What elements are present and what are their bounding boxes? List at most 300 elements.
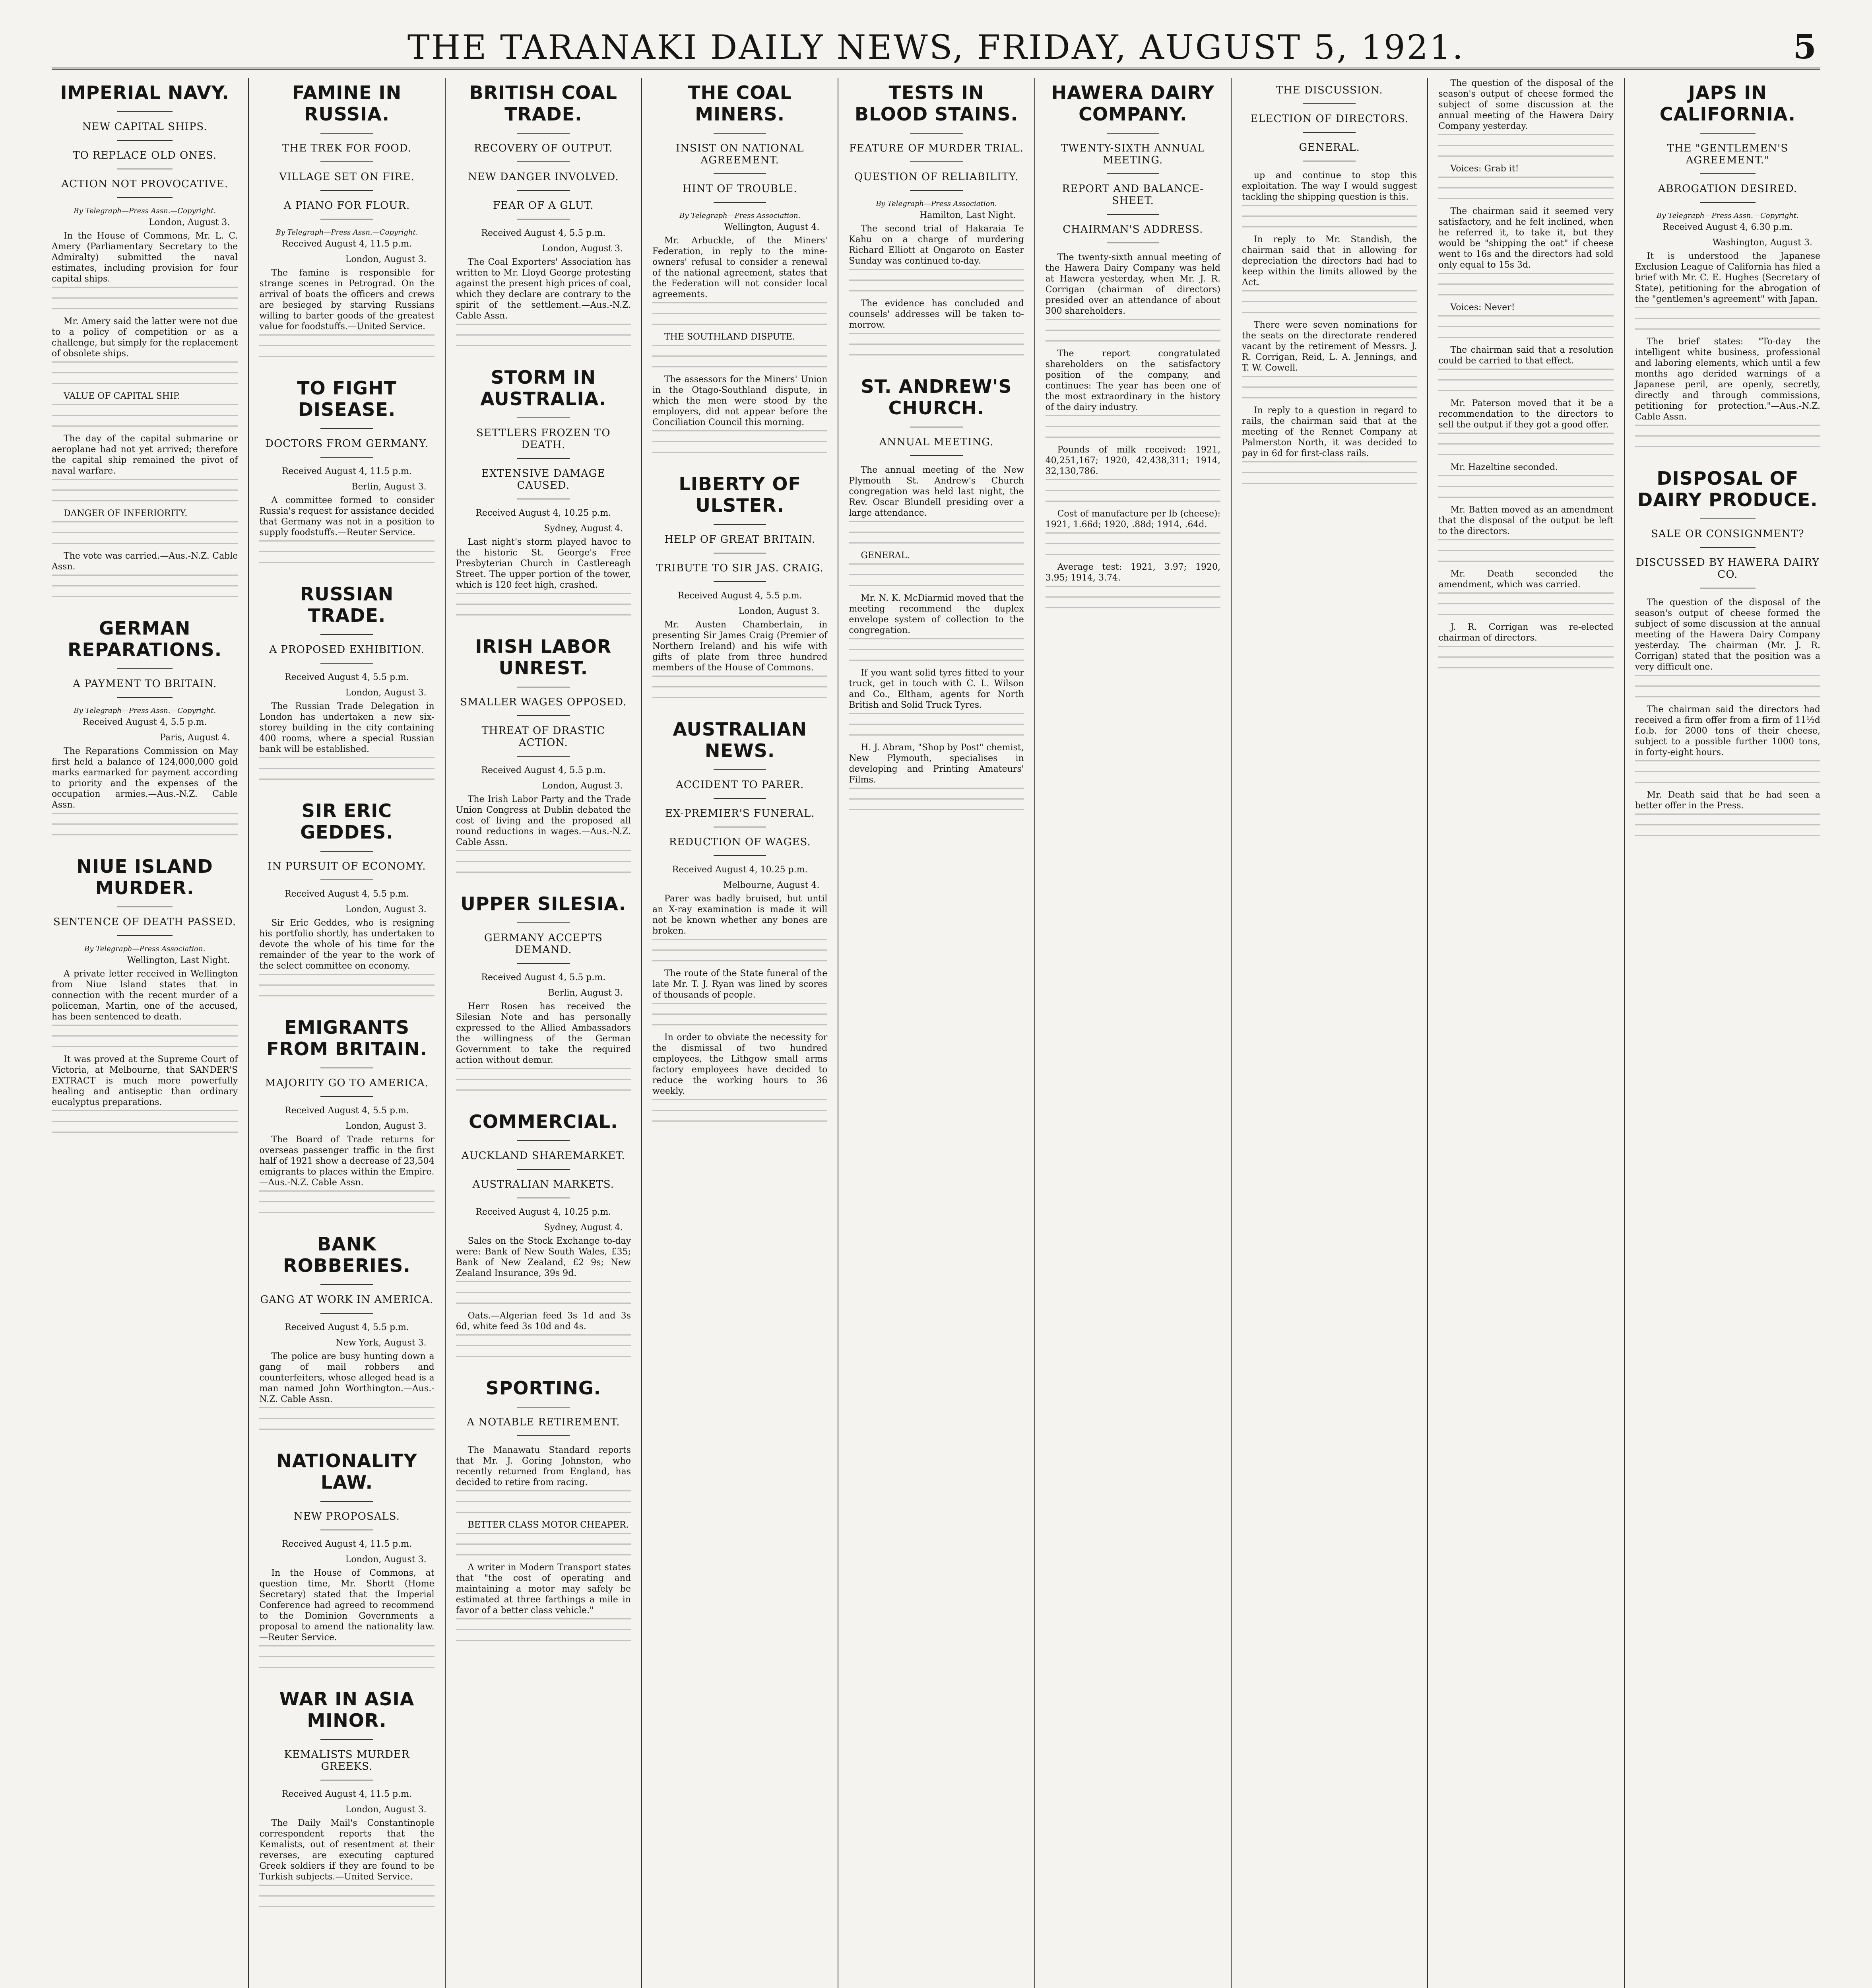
text-lines	[849, 269, 1024, 293]
article-paragraph: If you want solid tyres fitted to your truck, get in touch with C. L. Wilson and Co., Eltham, agents for North British and Solid Truck Tyres.	[849, 668, 1024, 710]
divider-rule	[517, 1169, 570, 1170]
article-dateline: Wellington, August 4.	[724, 222, 820, 232]
article-paragraph: GENERAL.	[861, 551, 910, 561]
divider-rule	[1107, 214, 1159, 215]
article-subhead: HINT OF TROUBLE.	[682, 183, 797, 195]
text-lines	[456, 1334, 631, 1358]
columns-grid	[52, 78, 1820, 1988]
article-subhead: NEW PROPOSALS.	[294, 1510, 400, 1522]
divider-rule	[517, 1407, 570, 1408]
article-received: Received August 4, 5.5 p.m.	[481, 973, 606, 982]
article-subhead: THE "GENTLEMEN'S AGREEMENT."	[1667, 142, 1789, 166]
article	[849, 82, 1024, 357]
article-subhead: GANG AT WORK IN AMERICA.	[260, 1294, 434, 1306]
text-lines	[1438, 273, 1613, 297]
article-dateline: Washington, August 3.	[1712, 238, 1812, 248]
masthead-title: THE TARANAKI DAILY NEWS, FRIDAY, AUGUST 5, 1921.	[407, 28, 1465, 67]
divider-rule	[910, 190, 962, 191]
article-dateline: Hamilton, Last Night.	[919, 210, 1016, 220]
article-received: Received August 4, 10.25 p.m.	[672, 865, 808, 875]
divider-rule	[714, 173, 766, 174]
article	[456, 1377, 631, 1642]
article-dateline: Wellington, Last Night.	[127, 955, 230, 965]
article	[652, 82, 827, 454]
divider-rule	[517, 963, 570, 964]
article-paragraph: J. R. Corrigan was re-elected chairman of directors.	[1438, 622, 1614, 643]
divider-rule	[117, 111, 173, 112]
article-headline: NATIONALITY LAW.	[276, 1450, 417, 1493]
divider-rule	[517, 458, 570, 459]
article-paragraph: Voices: Never!	[1450, 303, 1515, 313]
article-headline: AUSTRALIAN NEWS.	[673, 718, 807, 761]
article-paragraph: It was proved at the Supreme Court of Victoria, at Melbourne, that SANDER'S EXTRACT is much more powerfully healing and antiseptic than ordinary eucalyptus preparations.	[52, 1054, 238, 1107]
text-lines	[652, 345, 827, 369]
text-lines	[1438, 315, 1613, 339]
article-subhead: EX-PREMIER'S FUNERAL.	[665, 808, 815, 819]
article-paragraph: The route of the State funeral of the late Mr. T. J. Ryan was lined by scores of thousands of people.	[652, 969, 828, 1000]
article-subhead: KEMALISTS MURDER GREEKS.	[284, 1749, 410, 1773]
column-4	[641, 78, 838, 1988]
text-lines	[259, 1407, 434, 1431]
article-paragraph: Mr. Arbuckle, of the Miners' Federation, in reply to the mine-owners' refusal to consider a renewal of the national agreement, states that the Federation will not consider local agreements.	[652, 236, 828, 299]
article-paragraph: The report congratulated shareholders on the satisfactory position of the company, and continues: The year has been one of the most extraordinary in the history of the dairy industry.	[1045, 349, 1220, 412]
text-lines	[1438, 433, 1613, 456]
article-headline: UPPER SILESIA.	[460, 893, 627, 914]
text-lines	[456, 1490, 631, 1514]
column-5	[838, 78, 1034, 1988]
divider-rule	[320, 428, 373, 429]
article-dateline: Paris, August 4.	[160, 733, 230, 743]
text-lines	[52, 813, 238, 837]
text-lines	[456, 324, 631, 348]
article-paragraph: The Reparations Commission on May first held a balance of 124,000,000 gold marks earmarked for payment according to priority and the expenses of the occupation armies.—Aus.-N.Z. Cable Assn.	[52, 746, 238, 810]
article-received: Received August 4, 5.5 p.m.	[481, 228, 606, 238]
article-dateline: London, August 3.	[345, 688, 427, 698]
article-subhead: SETTLERS FROZEN TO DEATH.	[476, 427, 611, 451]
divider-rule	[320, 457, 373, 458]
article-subhead: ACCIDENT TO PARER.	[676, 779, 804, 791]
column-7	[1231, 78, 1427, 1988]
article-headline: IRISH LABOR UNREST.	[475, 636, 612, 679]
article-paragraph: The famine is responsible for strange scenes in Petrograd. On the arrival of boats the officers and crews are besieged by starving Russians willing to barter goods of the greatest value for foodstuffs.—United Service.	[259, 268, 435, 332]
article-byline: By Telegraph—Press Assn.—Copyright.	[275, 228, 418, 237]
divider-rule	[320, 634, 373, 635]
article-subhead: IN PURSUIT OF ECONOMY.	[268, 860, 426, 872]
article-paragraph: A private letter received in Wellington from Niue Island states that in connection with the recent murder of a policeman, Martin, one of the accused, has been sentenced to death.	[52, 969, 238, 1022]
article-paragraph: The Daily Mail's Constantinople correspondent reports that the Kemalists, out of resentment at their reverses, are executing captured Greek soldiers if they are found to be Turkish subjects.—United Service.	[259, 1818, 435, 1882]
text-lines	[456, 1533, 631, 1557]
article-paragraph: There were seven nominations for the seats on the directorate rendered vacant by the retirement of Messrs. J. R. Corrigan, Reid, L. A. Jennings, and T. W. Cowell.	[1242, 320, 1417, 373]
article-paragraph: The annual meeting of the New Plymouth St. Andrew's Church congregation was held last night, the Rev. Oscar Blundell presiding over a large attendance.	[849, 465, 1024, 518]
article-subhead: REPORT AND BALANCE-SHEET.	[1062, 183, 1204, 207]
article-headline: ST. ANDREW'S CHURCH.	[861, 376, 1012, 419]
article	[259, 377, 434, 564]
divider-rule	[1107, 133, 1159, 134]
article-paragraph: The Russian Trade Delegation in London has undertaken a new six-storey building in the city containing 400 rooms, where a special Russian bank will be established.	[259, 701, 435, 754]
text-lines	[259, 1190, 434, 1214]
divider-rule	[117, 197, 173, 198]
article-headline: LIBERTY OF ULSTER.	[679, 473, 801, 516]
article-byline: By Telegraph—Press Association.	[84, 945, 206, 953]
text-lines	[456, 850, 631, 874]
article	[652, 718, 827, 1123]
article-headline: EMIGRANTS FROM BRITAIN.	[266, 1017, 427, 1060]
text-lines	[52, 521, 238, 545]
text-lines	[652, 1003, 827, 1027]
article-dateline: London, August 3.	[345, 1805, 427, 1815]
article-paragraph: Mr. Death said that he had seen a better offer in the Press.	[1635, 790, 1820, 811]
article	[456, 82, 631, 348]
article-paragraph: up and continue to stop this exploitation. The way I would suggest tackling the shipping question is this.	[1242, 171, 1417, 202]
article-headline: DISPOSAL OF DAIRY PRODUCE.	[1637, 468, 1818, 511]
article-headline: SPORTING.	[485, 1377, 601, 1399]
article-subhead: SALE OR CONSIGNMENT?	[1651, 528, 1804, 540]
divider-rule	[320, 851, 373, 852]
article-subhead: TO REPLACE OLD ONES.	[73, 149, 217, 161]
article-headline: BANK ROBBERIES.	[283, 1233, 411, 1276]
divider-rule	[320, 1096, 373, 1097]
divider-rule	[1303, 103, 1356, 104]
article-paragraph: Mr. Death seconded the amendment, which was carried.	[1438, 569, 1614, 590]
article-byline: By Telegraph—Press Association.	[679, 212, 801, 220]
article-paragraph: The brief states: "To-day the intelligent white business, professional and laboring elements, which until a few months ago derided warnings of a Japanese peril, are openly, secretly, directly and through commissions, petitioning for protection."—Aus.-N.Z. Cable Assn.	[1635, 337, 1820, 422]
divider-rule	[714, 855, 766, 856]
article-subhead: ELECTION OF DIRECTORS.	[1250, 113, 1408, 125]
article-paragraph: The chairman said it seemed very satisfactory, and he felt inclined, when he referred it, to take it, but they would be "shipping the oat" if cheese went to 16s and the directors had sold only equal to 15s 3d.	[1438, 206, 1614, 270]
divider-rule	[517, 715, 570, 716]
article-received: Received August 4, 5.5 p.m.	[677, 591, 802, 601]
article-subhead: A PAYMENT TO BRITAIN.	[73, 678, 217, 690]
article-paragraph: The twenty-sixth annual meeting of the Hawera Dairy Company was held at Hawera yesterday, when Mr. J. R. Corrigan (chairman of directors) presided over an attendance of about 300 shareholders.	[1045, 252, 1220, 316]
text-lines	[652, 939, 827, 963]
article-headline: SIR ERIC GEDDES.	[300, 800, 394, 843]
article-paragraph: The chairman said that a resolution could be carried to that effect.	[1438, 345, 1614, 366]
masthead	[52, 24, 1820, 70]
text-lines	[52, 1110, 238, 1134]
article-paragraph: The question of the disposal of the season's output of cheese formed the subject of some discussion at the annual meeting of the Hawera Dairy Company yesterday. The chairman (Mr. J. R. Corrigan) stated that the position was a very difficult one.	[1635, 598, 1820, 672]
text-lines	[652, 1099, 827, 1123]
article-headline: JAPS IN CALIFORNIA.	[1659, 82, 1796, 125]
article-headline: THE COAL MINERS.	[688, 82, 792, 125]
article-headline: HAWERA DAIRY COMPANY.	[1051, 82, 1214, 125]
text-lines	[52, 575, 238, 598]
text-lines	[849, 333, 1024, 357]
text-lines	[1635, 675, 1820, 699]
article-headline: RUSSIAN TRADE.	[300, 583, 394, 626]
text-lines	[259, 1885, 434, 1908]
column-9	[1624, 78, 1820, 1988]
article-paragraph: In reply to a question in regard to rails, the chairman said that at the meeting of the Rennet Company at Palmerston North, it was decided to pay in 6d for first-class rails.	[1242, 406, 1417, 458]
text-lines	[1046, 532, 1220, 556]
article-received: Received August 4, 10.25 p.m.	[475, 1207, 611, 1217]
text-lines	[849, 563, 1024, 587]
article-dateline: Berlin, August 3.	[548, 988, 623, 998]
text-lines	[1046, 319, 1220, 343]
article	[1635, 82, 1820, 448]
article-subhead: SENTENCE OF DEATH PASSED.	[53, 916, 237, 928]
text-lines	[1438, 475, 1613, 499]
divider-rule	[517, 922, 570, 923]
article-paragraph: DANGER OF INFERIORITY.	[64, 509, 188, 518]
article-paragraph: Pounds of milk received: 1921, 40,251,167; 1920, 42,438,311; 1914, 32,130,786.	[1045, 445, 1220, 476]
divider-rule	[714, 769, 766, 770]
article-received: Received August 4, 10.25 p.m.	[475, 508, 611, 518]
article	[52, 856, 238, 1134]
text-lines	[52, 1025, 238, 1048]
text-lines	[1635, 307, 1820, 331]
article-paragraph: The vote was carried.—Aus.-N.Z. Cable Assn.	[52, 551, 238, 572]
article-paragraph: Sales on the Stock Exchange to-day were: Bank of New South Wales, £35; Bank of New Zealand, £2 9s; New Zealand Insurance, 39s 9d.	[456, 1236, 631, 1278]
article-paragraph: The chairman said the directors had received a firm offer from a firm of 11½d f.o.b. for 2000 tons of their cheese, subject to a possible further 1000 tons, in forty-eight hours.	[1635, 705, 1820, 757]
article-byline: By Telegraph—Press Assn.—Copyright.	[74, 207, 216, 215]
divider-rule	[1700, 518, 1756, 519]
article-received: Received August 4, 6.30 p.m.	[1662, 222, 1793, 232]
text-lines	[1635, 760, 1820, 784]
article-headline: COMMERCIAL.	[469, 1111, 618, 1132]
divider-rule	[517, 133, 570, 134]
article-headline: IMPERIAL NAVY.	[60, 82, 229, 103]
article	[259, 1450, 434, 1669]
article-received: Received August 4, 11.5 p.m.	[282, 466, 412, 476]
text-lines	[1438, 646, 1613, 670]
article-byline: By Telegraph—Press Assn.—Copyright.	[74, 707, 216, 715]
article-subhead: NEW CAPITAL SHIPS.	[82, 121, 208, 133]
article-subhead: AUCKLAND SHAREMARKET.	[461, 1150, 625, 1162]
article	[456, 367, 631, 617]
divider-rule	[1303, 132, 1356, 133]
text-lines	[259, 974, 434, 998]
article-subhead: ACTION NOT PROVOCATIVE.	[61, 178, 229, 190]
text-lines	[52, 479, 238, 503]
divider-rule	[714, 202, 766, 203]
article-subhead: FEAR OF A GLUT.	[493, 200, 594, 212]
article-paragraph: The assessors for the Miners' Union in the Otago-Southland dispute, in which the men were stood by the employers, did not appear before the Conciliation Council this morning.	[652, 375, 828, 427]
divider-rule	[910, 455, 962, 456]
column-3	[445, 78, 641, 1988]
article-paragraph: In the House of Commons, at question time, Mr. Shortt (Home Secretary) stated that the Imperial Conference had agreed to recommend to the Dominion Governments a proposal to amend the nationality law.—Reuter Service.	[259, 1568, 435, 1642]
text-lines	[1046, 479, 1220, 503]
article-paragraph: A writer in Modern Transport states that "the cost of operating and maintaining a motor may safely be estimated at three farthings a mile in favor of a better class vehicle."	[456, 1563, 631, 1615]
text-lines	[1635, 425, 1820, 448]
article	[456, 893, 631, 1092]
article-paragraph: The police are busy hunting down a gang of mail robbers and counterfeiters, whose alleged head is a man named John Worthington.—Aus.-N.Z. Cable Assn.	[259, 1351, 435, 1404]
article-received: Received August 4, 5.5 p.m.	[285, 1322, 409, 1332]
text-lines	[1242, 290, 1417, 314]
article-received: Received August 4, 5.5 p.m.	[82, 717, 207, 727]
article-paragraph: Voices: Grab it!	[1450, 164, 1519, 174]
article-paragraph: H. J. Abram, "Shop by Post" chemist, New Plymouth, specialises in developing and Printing Amateurs' Films.	[849, 743, 1024, 785]
text-lines	[259, 757, 434, 781]
article-subhead: ABROGATION DESIRED.	[1658, 183, 1798, 195]
article-paragraph: Mr. Amery said the latter were not due to a policy of competition or as a challenge, but simply for the replacement of obsolete ships.	[52, 316, 238, 359]
article-paragraph: Oats.—Algerian feed 3s 1d and 3s 6d, white feed 3s 10d and 4s.	[456, 1311, 631, 1332]
text-lines	[652, 430, 827, 454]
article-paragraph: Last night's storm played havoc to the historic St. George's Free Presbyterian Church in Castlereagh Street. The upper portion of the tower, which is 120 feet high, crashed.	[456, 537, 631, 590]
article-paragraph: Herr Rosen has received the Silesian Note and has personally expressed to the Allied Ambassadors the willingness of the German Government to take the required action without demur.	[456, 1002, 631, 1065]
article-paragraph: The evidence has concluded and counsels' addresses will be taken to-morrow.	[849, 299, 1024, 330]
divider-rule	[117, 668, 173, 669]
article-dateline: Melbourne, August 4.	[723, 880, 820, 890]
article	[52, 82, 238, 598]
divider-rule	[517, 756, 570, 757]
page-number: 5	[1793, 27, 1816, 66]
text-lines	[1438, 592, 1613, 616]
article-subhead: SMALLER WAGES OPPOSED.	[460, 696, 627, 708]
article-paragraph: THE SOUTHLAND DISPUTE.	[664, 332, 795, 342]
article-subhead: MAJORITY GO TO AMERICA.	[265, 1077, 429, 1089]
divider-rule	[517, 1435, 570, 1436]
text-lines	[849, 788, 1024, 812]
divider-rule	[714, 524, 766, 525]
text-lines	[1438, 177, 1613, 200]
text-lines	[1242, 461, 1417, 485]
divider-rule	[320, 1501, 373, 1502]
article-headline: NIUE ISLAND MURDER.	[76, 856, 213, 899]
text-lines	[1046, 586, 1220, 610]
column-2	[248, 78, 444, 1988]
article-subhead: TRIBUTE TO SIR JAS. CRAIG.	[656, 562, 824, 574]
article-received: Received August 4, 11.5 p.m.	[282, 1539, 412, 1549]
text-lines	[456, 1281, 631, 1305]
divider-rule	[320, 1284, 373, 1285]
article-dateline: London, August 3.	[149, 217, 230, 227]
article-subhead: EXTENSIVE DAMAGE CAUSED.	[481, 468, 605, 491]
article	[456, 1111, 631, 1358]
article-dateline: London, August 3.	[542, 244, 623, 254]
article-received: Received August 4, 11.5 p.m.	[282, 239, 412, 249]
divider-rule	[320, 190, 373, 191]
article-paragraph: The Board of Trade returns for overseas passenger traffic in the first half of 1921 show a decrease of 23,504 emigrants to places within the Empire.—Aus.-N.Z. Cable Assn.	[259, 1135, 435, 1188]
divider-rule	[320, 1739, 373, 1740]
article-received: Received August 4, 11.5 p.m.	[282, 1789, 412, 1799]
article-dateline: New York, August 3.	[336, 1338, 427, 1348]
text-lines	[1635, 813, 1820, 837]
article-subhead: THE DISCUSSION.	[1276, 84, 1383, 96]
text-lines	[849, 638, 1024, 662]
article-paragraph: Parer was badly bruised, but until an X-ray examination is made it will not be known whether any bones are broken.	[652, 894, 828, 936]
text-lines	[1438, 134, 1613, 158]
article	[652, 473, 827, 699]
article-subhead: GENERAL.	[1299, 142, 1360, 153]
text-lines	[52, 361, 238, 385]
article-subhead: CHAIRMAN'S ADDRESS.	[1063, 223, 1203, 235]
article	[259, 82, 434, 358]
article-subhead: TWENTY-SIXTH ANNUAL MEETING.	[1061, 142, 1205, 166]
text-lines	[652, 676, 827, 699]
article-subhead: VILLAGE SET ON FIRE.	[279, 171, 415, 183]
article-subhead: A PIANO FOR FLOUR.	[283, 200, 410, 212]
article-paragraph: A committee formed to consider Russia's request for assistance decided that Germany was not in a position to supply foodstuffs.—Reuter Service.	[259, 495, 435, 538]
article	[259, 583, 434, 781]
divider-rule	[1700, 173, 1756, 174]
column-6	[1034, 78, 1231, 1988]
article-received: Received August 4, 5.5 p.m.	[285, 1106, 409, 1116]
divider-rule	[517, 417, 570, 418]
article-paragraph: In order to obviate the necessity for the dismissal of two hundred employees, the Lithgow small arms factory employees have decided to reduce the working hours to 36 weekly.	[652, 1033, 828, 1096]
divider-rule	[1700, 547, 1756, 548]
article	[1242, 84, 1417, 485]
article-received: Received August 4, 5.5 p.m.	[285, 889, 409, 899]
article-headline: GERMAN REPARATIONS.	[68, 617, 222, 660]
article-headline: STORM IN AUSTRALIA.	[480, 367, 607, 410]
divider-rule	[714, 798, 766, 799]
article-paragraph: Average test: 1921, 3.97; 1920, 3.95; 1914, 3.74.	[1045, 562, 1220, 583]
text-lines	[456, 593, 631, 617]
article-dateline: Berlin, August 3.	[351, 482, 427, 492]
article-subhead: NEW DANGER INVOLVED.	[468, 171, 619, 183]
text-lines	[52, 287, 238, 311]
divider-rule	[1700, 133, 1756, 134]
article	[259, 1688, 434, 1908]
text-lines	[849, 713, 1024, 737]
article	[52, 617, 238, 837]
article-byline: By Telegraph—Press Assn.—Copyright.	[1656, 212, 1799, 220]
divider-rule	[517, 161, 570, 162]
article-headline: BRITISH COAL TRADE.	[469, 82, 617, 125]
divider-rule	[117, 140, 173, 141]
text-lines	[259, 1645, 434, 1669]
article-received: Received August 4, 5.5 p.m.	[481, 765, 606, 775]
article	[456, 636, 631, 874]
article-subhead: GERMANY ACCEPTS DEMAND.	[484, 932, 603, 956]
article-paragraph: Mr. Paterson moved that it be a recommendation to the directors to sell the output if they got a good offer.	[1438, 398, 1614, 430]
article-paragraph: The second trial of Hakaraia Te Kahu on a charge of murdering Richard Elliott at Ongaroto on Easter Sunday was continued to-day.	[849, 224, 1024, 266]
divider-rule	[517, 1140, 570, 1141]
article-dateline: London, August 3.	[345, 905, 427, 914]
column-1	[52, 78, 248, 1988]
article-received: Received August 4, 5.5 p.m.	[285, 672, 409, 682]
article-dateline: London, August 3.	[542, 781, 623, 791]
article-dateline: Sydney, August 4.	[544, 524, 623, 534]
text-lines	[259, 540, 434, 564]
article-subhead: HELP OF GREAT BRITAIN.	[664, 534, 816, 546]
article	[1438, 78, 1613, 670]
article-subhead: THE TREK FOR FOOD.	[282, 142, 411, 154]
divider-rule	[910, 161, 962, 162]
article-paragraph: Mr. N. K. McDiarmid moved that the meeting recommend the duplex envelope system of collection to the congregation.	[849, 593, 1024, 635]
divider-rule	[910, 133, 962, 134]
article-paragraph: Mr. Batten moved as an amendment that the disposal of the output be left to the directors.	[1438, 505, 1614, 536]
divider-rule	[1107, 173, 1159, 174]
divider-rule	[320, 161, 373, 162]
article-subhead: RECOVERY OF OUTPUT.	[474, 142, 613, 154]
text-lines	[456, 1618, 631, 1642]
column-8	[1427, 78, 1624, 1988]
divider-rule	[517, 190, 570, 191]
article-dateline: London, August 3.	[738, 606, 820, 616]
text-lines	[1242, 376, 1417, 400]
article-dateline: London, August 3.	[345, 1555, 427, 1565]
article-paragraph: BETTER CLASS MOTOR CHEAPER.	[468, 1520, 629, 1530]
text-lines	[652, 302, 827, 326]
text-lines	[849, 521, 1024, 545]
article-paragraph: In reply to Mr. Standish, the chairman said that in allowing for depreciation the directors had had to keep within the limits allowed by the Act.	[1242, 235, 1417, 287]
divider-rule	[320, 663, 373, 664]
divider-rule	[117, 935, 173, 936]
text-lines	[1438, 539, 1613, 563]
article-dateline: London, August 3.	[345, 254, 427, 264]
article	[849, 376, 1024, 812]
article-subhead: DOCTORS FROM GERMANY.	[265, 438, 429, 450]
article-paragraph: The Irish Labor Party and the Trade Union Congress at Dublin debated the cost of living and the proposed all round reductions in wages.—Aus.-N.Z. Cable Assn.	[456, 794, 631, 847]
divider-rule	[714, 581, 766, 582]
article-subhead: FEATURE OF MURDER TRIAL.	[849, 142, 1024, 154]
article-headline: TO FIGHT DISEASE.	[297, 377, 397, 420]
divider-rule	[714, 133, 766, 134]
article	[259, 1017, 434, 1214]
divider-rule	[1700, 202, 1756, 203]
article	[259, 800, 434, 998]
